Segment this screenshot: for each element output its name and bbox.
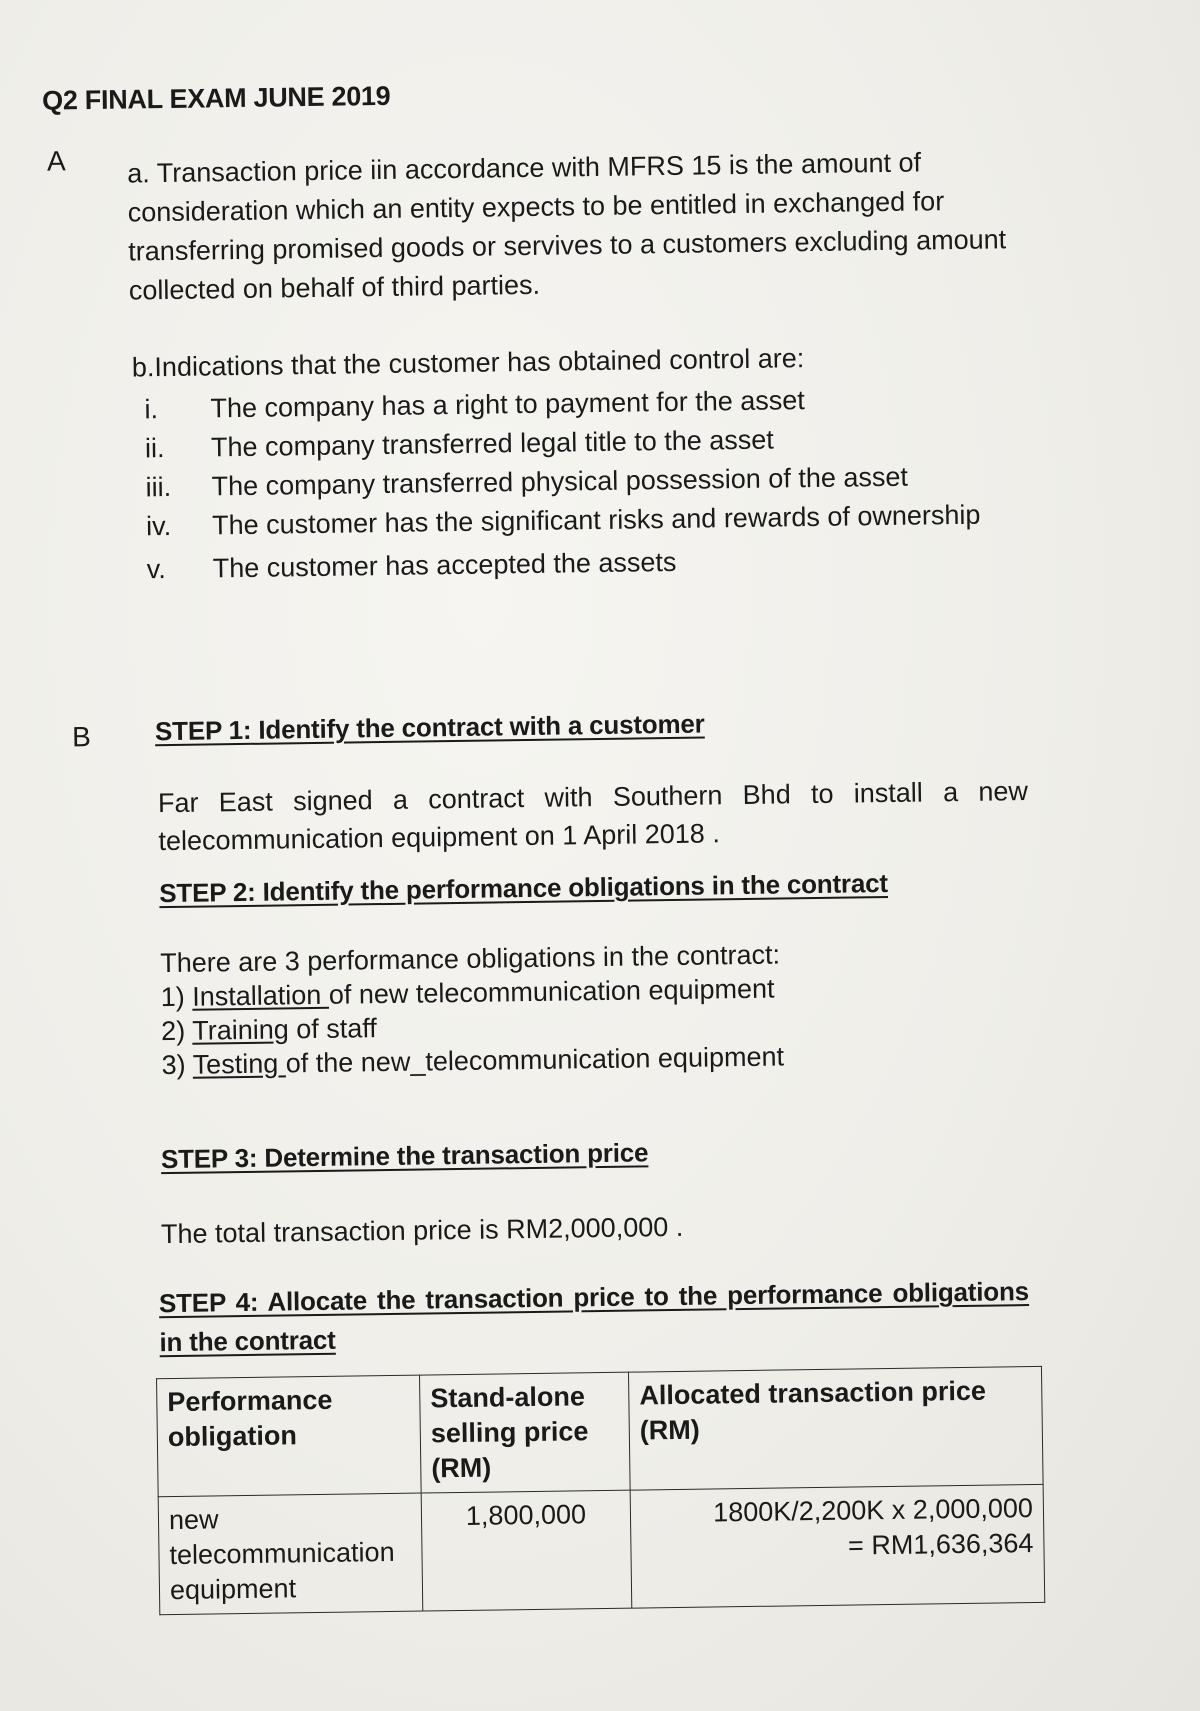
obligation-rest: of staff [288, 1013, 378, 1045]
table-row [158, 1484, 1045, 1614]
allocation-result: = RM1,636,364 [847, 1528, 1034, 1561]
step1-body: Far East signed a contract with Southern Bhd to install a new telecommunication equipment on 1 April 2018 . [157, 776, 1029, 857]
obligation-key: Training [192, 1014, 289, 1046]
control-indications-intro: b.Indications that the customer has obtained control are: [131, 343, 805, 383]
header-standalone-price: Stand-alone selling price (RM) [420, 1372, 631, 1493]
allocation-formula: 1800K/2,200K x 2,000,000 [712, 1493, 1034, 1528]
header-allocated-price: Allocated transaction price (RM) [628, 1366, 1043, 1490]
cell-standalone: 1,800,000 [421, 1490, 632, 1611]
list-item [146, 538, 1006, 589]
obligation-key: Testing [192, 1048, 286, 1080]
list-item-number: ii. [144, 433, 165, 464]
cell-obligation: new telecommunication equipment [158, 1493, 423, 1615]
section-a-label: A [46, 145, 66, 177]
transaction-price-definition: a. Transaction price iin accordance with MFRS 15 is the amount of consideration which an entity expects to be entitled in exchanged for transferring promised goods or servives to a customers excluding amount collected on behalf of third parties. [126, 147, 1007, 306]
list-item-number: iii. [145, 471, 172, 503]
step3-body: The total transaction price is RM2,000,000 . [160, 1211, 684, 1250]
allocation-table [156, 1366, 1045, 1615]
control-indications-list [144, 378, 1007, 589]
list-item-text: The customer has the significant risks and rewards of ownership [211, 499, 981, 541]
cell-allocated [630, 1484, 1045, 1608]
obligation-number: 1) [160, 981, 185, 1013]
list-item-number: v. [146, 554, 166, 585]
obligation-number: 3) [161, 1049, 186, 1081]
list-item-number: iv. [145, 510, 172, 542]
obligation-number: 2) [160, 1015, 186, 1047]
table-header-row [157, 1366, 1044, 1496]
obligation-rest: of the new_telecommunication equipment [285, 1041, 785, 1079]
obligation-key: Installation [192, 979, 330, 1012]
list-item-text: The company has a right to payment for the asset [210, 385, 805, 424]
step1-heading: STEP 1: Identify the contract with a customer [154, 708, 705, 747]
section-b-label: B [71, 721, 91, 753]
step2-intro: There are 3 performance obligations in the contract: [160, 939, 781, 979]
step2-body [160, 934, 1042, 1082]
list-item-text: The customer has accepted the assets [212, 546, 677, 584]
header-performance-obligation: Performance obligation [157, 1375, 422, 1497]
list-item-number: i. [144, 394, 159, 425]
list-item-text: The company transferred legal title to the asset [210, 424, 774, 463]
step4-heading: STEP 4: Allocate the transaction price to the performance obligations in the contract [158, 1276, 1030, 1358]
step3-heading: STEP 3: Determine the transaction price [160, 1137, 649, 1175]
list-item-text: The company transferred physical possession of the asset [211, 461, 909, 502]
page-title: Q2 FINAL EXAM JUNE 2019 [41, 80, 391, 116]
step2-heading: STEP 2: Identify the performance obligations in the contract [159, 867, 889, 909]
obligation-rest: of new telecommunication equipment [328, 973, 775, 1010]
